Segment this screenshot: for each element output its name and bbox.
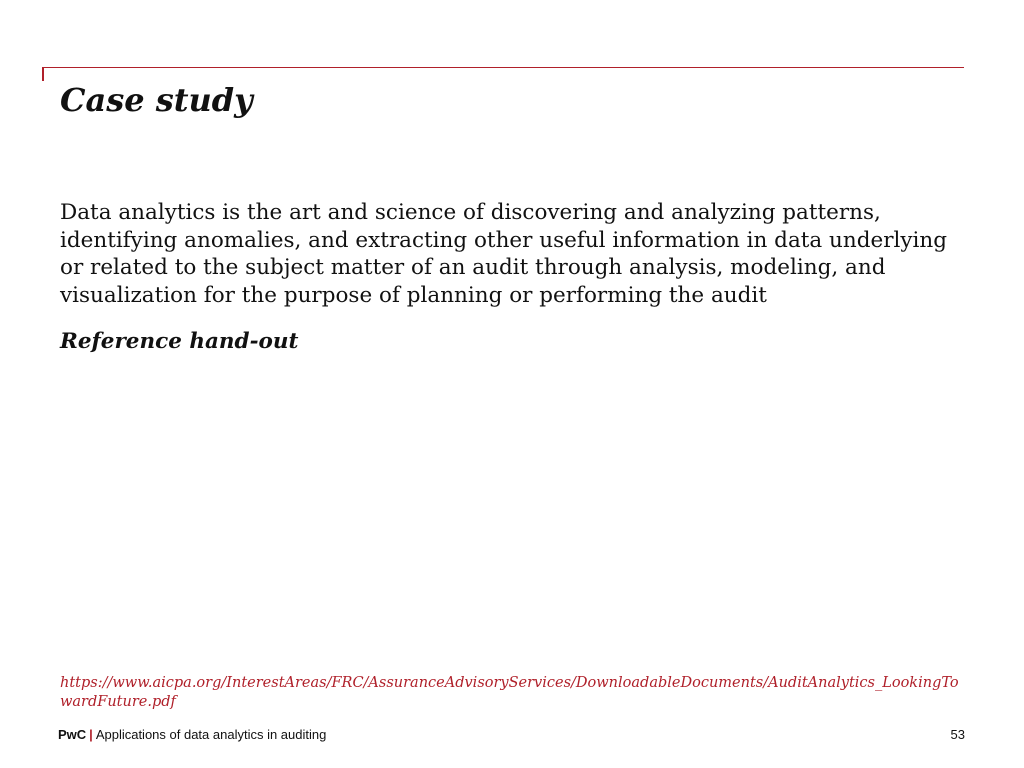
header-corner-mark — [42, 67, 44, 81]
reference-link[interactable]: https://www.aicpa.org/InterestAreas/FRC/AssuranceAdvisoryServices/DownloadableDocuments/AuditAnalytics_LookingTowardFuture.pdf — [60, 675, 959, 710]
footer-brand: PwC — [58, 727, 87, 742]
footer-presentation-title: Applications of data analytics in auditing — [95, 727, 327, 742]
footer — [58, 727, 326, 743]
page-number: 53 — [950, 727, 965, 742]
header-rule — [42, 67, 964, 68]
slide-title: Case study — [60, 81, 253, 119]
reference-heading: Reference hand-out — [60, 329, 299, 354]
definition-text: Data analytics is the art and science of discovering and analyzing patterns, identifying anomalies, and extracting other useful information in data underlying or related to the subject matter of an audit through analysis, modeling, and visualization for the purpose of planning or performing the audit — [60, 200, 948, 308]
footer-separator: | — [89, 727, 93, 742]
